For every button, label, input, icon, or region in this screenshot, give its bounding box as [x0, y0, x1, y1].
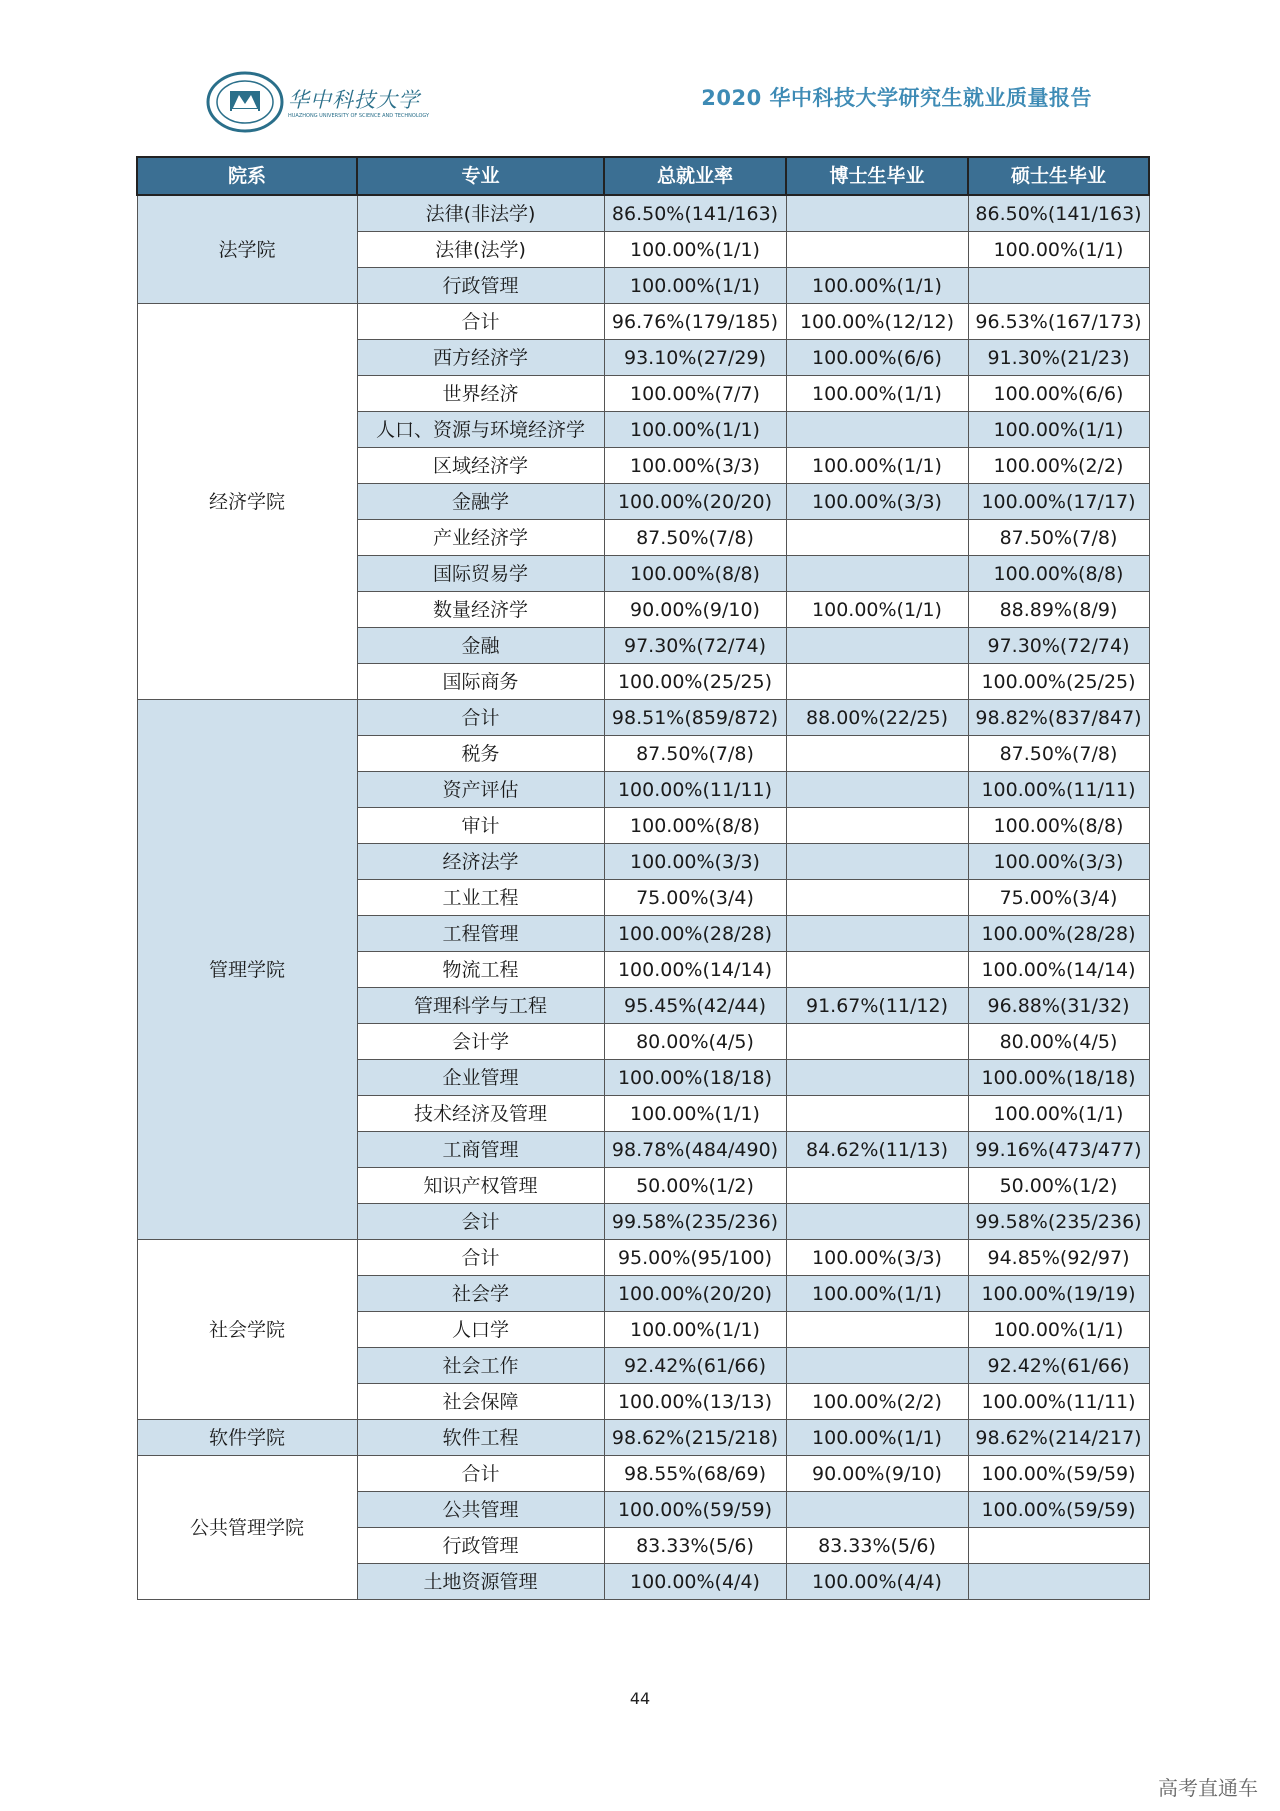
phd-rate-cell: 100.00%(1/1) — [786, 1276, 968, 1312]
table-row — [137, 1240, 1149, 1276]
major-cell: 技术经济及管理 — [357, 1096, 604, 1132]
phd-rate-cell — [786, 556, 968, 592]
major-cell: 人口学 — [357, 1312, 604, 1348]
master-rate-cell: 50.00%(1/2) — [968, 1168, 1149, 1204]
major-cell: 会计 — [357, 1204, 604, 1240]
master-rate-cell: 97.30%(72/74) — [968, 628, 1149, 664]
total-rate-cell: 100.00%(25/25) — [604, 664, 786, 700]
university-seal-icon — [206, 71, 284, 133]
department-cell: 软件学院 — [137, 1420, 357, 1456]
master-rate-cell: 94.85%(92/97) — [968, 1240, 1149, 1276]
phd-rate-cell: 100.00%(1/1) — [786, 376, 968, 412]
major-cell: 行政管理 — [357, 268, 604, 304]
total-rate-cell: 100.00%(1/1) — [604, 412, 786, 448]
major-cell: 工业工程 — [357, 880, 604, 916]
column-header: 博士生毕业 — [786, 157, 968, 195]
total-rate-cell: 92.42%(61/66) — [604, 1348, 786, 1384]
phd-rate-cell: 88.00%(22/25) — [786, 700, 968, 736]
major-cell: 区域经济学 — [357, 448, 604, 484]
total-rate-cell: 50.00%(1/2) — [604, 1168, 786, 1204]
phd-rate-cell: 100.00%(1/1) — [786, 592, 968, 628]
phd-rate-cell: 100.00%(1/1) — [786, 1420, 968, 1456]
phd-rate-cell: 100.00%(2/2) — [786, 1384, 968, 1420]
department-cell: 管理学院 — [137, 700, 357, 1240]
major-cell: 经济法学 — [357, 844, 604, 880]
university-name-logo: 华中科技大学 — [288, 88, 420, 112]
phd-rate-cell: 100.00%(12/12) — [786, 304, 968, 340]
major-cell: 管理科学与工程 — [357, 988, 604, 1024]
major-cell: 国际商务 — [357, 664, 604, 700]
total-rate-cell: 100.00%(3/3) — [604, 448, 786, 484]
table-row — [137, 700, 1149, 736]
phd-rate-cell: 90.00%(9/10) — [786, 1456, 968, 1492]
total-rate-cell: 97.30%(72/74) — [604, 628, 786, 664]
major-cell: 物流工程 — [357, 952, 604, 988]
total-rate-cell: 98.62%(215/218) — [604, 1420, 786, 1456]
report-title: 2020 华中科技大学研究生就业质量报告 — [701, 86, 1092, 110]
university-name-english: HUAZHONG UNIVERSITY OF SCIENCE AND TECHNOLOGY — [288, 113, 430, 119]
total-rate-cell: 100.00%(59/59) — [604, 1492, 786, 1528]
major-cell: 社会学 — [357, 1276, 604, 1312]
total-rate-cell: 90.00%(9/10) — [604, 592, 786, 628]
phd-rate-cell: 100.00%(1/1) — [786, 268, 968, 304]
total-rate-cell: 100.00%(14/14) — [604, 952, 786, 988]
major-cell: 企业管理 — [357, 1060, 604, 1096]
department-cell: 经济学院 — [137, 304, 357, 700]
major-cell: 金融 — [357, 628, 604, 664]
master-rate-cell: 87.50%(7/8) — [968, 520, 1149, 556]
total-rate-cell: 100.00%(1/1) — [604, 232, 786, 268]
phd-rate-cell — [786, 412, 968, 448]
major-cell: 人口、资源与环境经济学 — [357, 412, 604, 448]
major-cell: 合计 — [357, 700, 604, 736]
master-rate-cell: 100.00%(6/6) — [968, 376, 1149, 412]
master-rate-cell: 100.00%(1/1) — [968, 1096, 1149, 1132]
major-cell: 行政管理 — [357, 1528, 604, 1564]
master-rate-cell — [968, 1528, 1149, 1564]
column-header: 硕士生毕业 — [968, 157, 1149, 195]
major-cell: 社会保障 — [357, 1384, 604, 1420]
major-cell: 产业经济学 — [357, 520, 604, 556]
major-cell: 合计 — [357, 1240, 604, 1276]
phd-rate-cell — [786, 1312, 968, 1348]
major-cell: 国际贸易学 — [357, 556, 604, 592]
major-cell: 工程管理 — [357, 916, 604, 952]
total-rate-cell: 75.00%(3/4) — [604, 880, 786, 916]
major-cell: 西方经济学 — [357, 340, 604, 376]
master-rate-cell: 100.00%(8/8) — [968, 808, 1149, 844]
total-rate-cell: 100.00%(20/20) — [604, 1276, 786, 1312]
master-rate-cell: 100.00%(8/8) — [968, 556, 1149, 592]
phd-rate-cell — [786, 664, 968, 700]
major-cell: 金融学 — [357, 484, 604, 520]
major-cell: 会计学 — [357, 1024, 604, 1060]
major-cell: 土地资源管理 — [357, 1564, 604, 1600]
phd-rate-cell — [786, 1168, 968, 1204]
master-rate-cell: 86.50%(141/163) — [968, 195, 1149, 232]
total-rate-cell: 100.00%(3/3) — [604, 844, 786, 880]
master-rate-cell: 100.00%(11/11) — [968, 772, 1149, 808]
phd-rate-cell — [786, 1204, 968, 1240]
phd-rate-cell — [786, 1096, 968, 1132]
phd-rate-cell — [786, 880, 968, 916]
column-header: 院系 — [137, 157, 357, 195]
total-rate-cell: 98.55%(68/69) — [604, 1456, 786, 1492]
total-rate-cell: 83.33%(5/6) — [604, 1528, 786, 1564]
phd-rate-cell: 100.00%(6/6) — [786, 340, 968, 376]
total-rate-cell: 80.00%(4/5) — [604, 1024, 786, 1060]
department-cell: 公共管理学院 — [137, 1456, 357, 1600]
total-rate-cell: 100.00%(1/1) — [604, 268, 786, 304]
phd-rate-cell — [786, 952, 968, 988]
phd-rate-cell: 84.62%(11/13) — [786, 1132, 968, 1168]
phd-rate-cell — [786, 1060, 968, 1096]
column-header: 专业 — [357, 157, 604, 195]
watermark-text: 高考直通车 — [1158, 1776, 1258, 1800]
master-rate-cell: 100.00%(1/1) — [968, 232, 1149, 268]
total-rate-cell: 96.76%(179/185) — [604, 304, 786, 340]
column-header: 总就业率 — [604, 157, 786, 195]
table-row — [137, 1456, 1149, 1492]
major-cell: 软件工程 — [357, 1420, 604, 1456]
total-rate-cell: 100.00%(8/8) — [604, 808, 786, 844]
phd-rate-cell — [786, 1492, 968, 1528]
total-rate-cell: 100.00%(13/13) — [604, 1384, 786, 1420]
total-rate-cell: 95.45%(42/44) — [604, 988, 786, 1024]
major-cell: 公共管理 — [357, 1492, 604, 1528]
page-header — [0, 0, 1280, 140]
master-rate-cell: 100.00%(11/11) — [968, 1384, 1149, 1420]
total-rate-cell: 87.50%(7/8) — [604, 736, 786, 772]
major-cell: 知识产权管理 — [357, 1168, 604, 1204]
phd-rate-cell — [786, 772, 968, 808]
major-cell: 世界经济 — [357, 376, 604, 412]
master-rate-cell: 99.16%(473/477) — [968, 1132, 1149, 1168]
master-rate-cell: 100.00%(1/1) — [968, 1312, 1149, 1348]
total-rate-cell: 87.50%(7/8) — [604, 520, 786, 556]
total-rate-cell: 100.00%(11/11) — [604, 772, 786, 808]
total-rate-cell: 93.10%(27/29) — [604, 340, 786, 376]
master-rate-cell: 75.00%(3/4) — [968, 880, 1149, 916]
total-rate-cell: 100.00%(18/18) — [604, 1060, 786, 1096]
master-rate-cell: 100.00%(59/59) — [968, 1456, 1149, 1492]
master-rate-cell: 96.53%(167/173) — [968, 304, 1149, 340]
page-number: 44 — [629, 1689, 651, 1708]
major-cell: 社会工作 — [357, 1348, 604, 1384]
master-rate-cell: 91.30%(21/23) — [968, 340, 1149, 376]
master-rate-cell: 92.42%(61/66) — [968, 1348, 1149, 1384]
total-rate-cell: 100.00%(7/7) — [604, 376, 786, 412]
master-rate-cell: 100.00%(18/18) — [968, 1060, 1149, 1096]
table-row — [137, 195, 1149, 232]
master-rate-cell: 98.82%(837/847) — [968, 700, 1149, 736]
department-cell: 法学院 — [137, 195, 357, 304]
master-rate-cell: 88.89%(8/9) — [968, 592, 1149, 628]
total-rate-cell: 100.00%(20/20) — [604, 484, 786, 520]
total-rate-cell: 99.58%(235/236) — [604, 1204, 786, 1240]
table-row — [137, 1420, 1149, 1456]
master-rate-cell: 87.50%(7/8) — [968, 736, 1149, 772]
master-rate-cell: 99.58%(235/236) — [968, 1204, 1149, 1240]
table-row — [137, 304, 1149, 340]
total-rate-cell: 100.00%(4/4) — [604, 1564, 786, 1600]
phd-rate-cell: 83.33%(5/6) — [786, 1528, 968, 1564]
master-rate-cell: 100.00%(28/28) — [968, 916, 1149, 952]
phd-rate-cell — [786, 916, 968, 952]
phd-rate-cell — [786, 520, 968, 556]
phd-rate-cell — [786, 232, 968, 268]
phd-rate-cell — [786, 1348, 968, 1384]
master-rate-cell: 100.00%(17/17) — [968, 484, 1149, 520]
master-rate-cell — [968, 268, 1149, 304]
master-rate-cell — [968, 1564, 1149, 1600]
phd-rate-cell — [786, 808, 968, 844]
phd-rate-cell: 100.00%(4/4) — [786, 1564, 968, 1600]
phd-rate-cell: 100.00%(3/3) — [786, 1240, 968, 1276]
table-header-row — [137, 157, 1149, 195]
major-cell: 工商管理 — [357, 1132, 604, 1168]
master-rate-cell: 100.00%(3/3) — [968, 844, 1149, 880]
table-body — [137, 195, 1149, 1600]
major-cell: 合计 — [357, 304, 604, 340]
total-rate-cell: 98.78%(484/490) — [604, 1132, 786, 1168]
phd-rate-cell: 100.00%(1/1) — [786, 448, 968, 484]
total-rate-cell: 100.00%(1/1) — [604, 1096, 786, 1132]
phd-rate-cell — [786, 736, 968, 772]
total-rate-cell: 98.51%(859/872) — [604, 700, 786, 736]
total-rate-cell: 100.00%(8/8) — [604, 556, 786, 592]
phd-rate-cell: 100.00%(3/3) — [786, 484, 968, 520]
master-rate-cell: 80.00%(4/5) — [968, 1024, 1149, 1060]
master-rate-cell: 96.88%(31/32) — [968, 988, 1149, 1024]
master-rate-cell: 100.00%(2/2) — [968, 448, 1149, 484]
major-cell: 税务 — [357, 736, 604, 772]
major-cell: 数量经济学 — [357, 592, 604, 628]
total-rate-cell: 100.00%(28/28) — [604, 916, 786, 952]
master-rate-cell: 100.00%(1/1) — [968, 412, 1149, 448]
phd-rate-cell — [786, 195, 968, 232]
phd-rate-cell — [786, 1024, 968, 1060]
department-cell: 社会学院 — [137, 1240, 357, 1420]
master-rate-cell: 98.62%(214/217) — [968, 1420, 1149, 1456]
major-cell: 审计 — [357, 808, 604, 844]
total-rate-cell: 95.00%(95/100) — [604, 1240, 786, 1276]
master-rate-cell: 100.00%(19/19) — [968, 1276, 1149, 1312]
major-cell: 法律(非法学) — [357, 195, 604, 232]
major-cell: 法律(法学) — [357, 232, 604, 268]
major-cell: 资产评估 — [357, 772, 604, 808]
master-rate-cell: 100.00%(25/25) — [968, 664, 1149, 700]
master-rate-cell: 100.00%(14/14) — [968, 952, 1149, 988]
total-rate-cell: 86.50%(141/163) — [604, 195, 786, 232]
major-cell: 合计 — [357, 1456, 604, 1492]
employment-rate-table — [136, 156, 1150, 1600]
master-rate-cell: 100.00%(59/59) — [968, 1492, 1149, 1528]
phd-rate-cell: 91.67%(11/12) — [786, 988, 968, 1024]
phd-rate-cell — [786, 628, 968, 664]
phd-rate-cell — [786, 844, 968, 880]
total-rate-cell: 100.00%(1/1) — [604, 1312, 786, 1348]
